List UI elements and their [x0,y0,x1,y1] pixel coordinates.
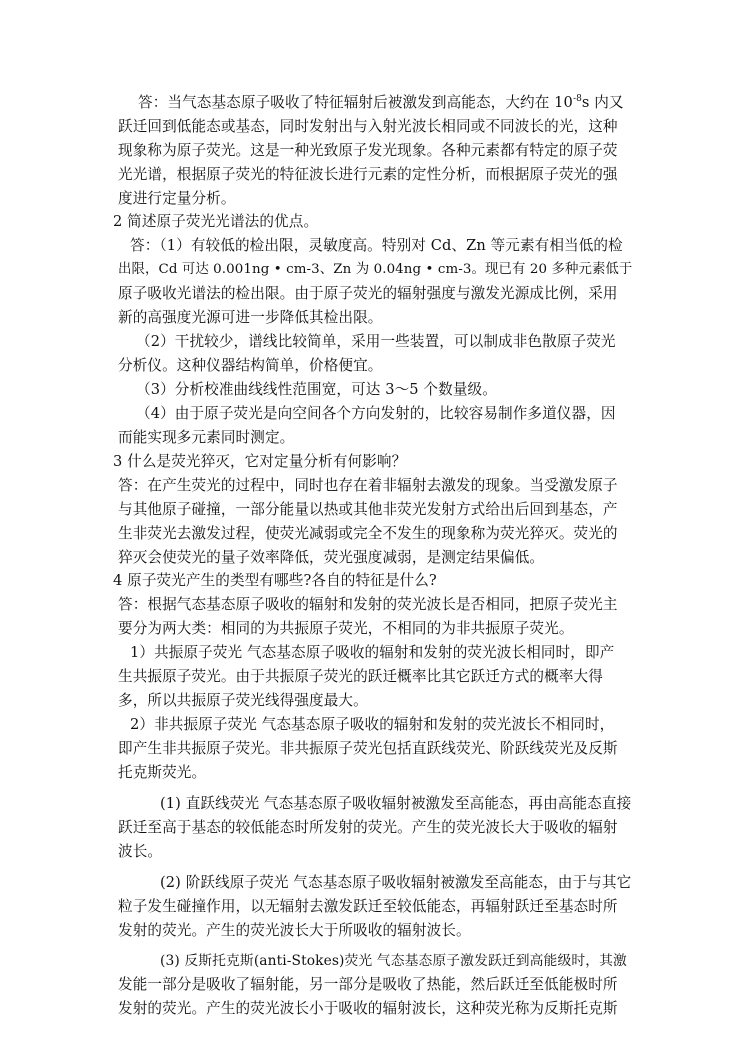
text-line: 猝灭会使荧光的量子效率降低，荧光强度减弱，是测定结果偏低。 [118,549,545,566]
question-heading: 2 简述原子荧光光谱法的优点。 [113,213,319,230]
text-line: (1) 直跃线荧光 气态基态原子吸收辐射被激发至高能态，再由高能态直接 [160,795,632,812]
text-line: 要分为两大类：相同的为共振原子荧光，不相同的为非共振原子荧光。 [118,620,574,637]
text-line: 多，所以共振原子荧光线得强度最大。 [118,692,368,709]
text-line: 出限，Cd 可达 0.001ng • cm-3、Zn 为 0.04ng • cm-3。现已有 20 多种元素低于 [118,262,633,277]
text-line: （4）由于原子荧光是向空间各个方向发射的，比较容易制作多道仪器，因 [136,405,616,422]
text-line: 光光谱，根据原子荧光的特征波长进行元素的定性分析，而根据原子荧光的强 [118,166,618,183]
text-line: 答：在产生荧光的过程中，同时也存在着非辐射去激发的现象。当受激发原子 [118,477,618,494]
text-line: 与其他原子碰撞，一部分能量以热或其他非荧光发射方式给出后回到基态，产 [118,501,618,518]
question-heading: 3 什么是荧光猝灭，它对定量分析有何影响？ [113,453,407,470]
text-line: 答：根据气态基态原子吸收的辐射和发射的荧光波长是否相同，把原子荧光主 [118,596,618,613]
text-line: 原子吸收光谱法的检出限。由于原子荧光的辐射强度与激发光源成比例，采用 [118,285,618,302]
text-line: 答：（1）有较低的检出限，灵敏度高。特别对 Cd、Zn 等元素有相当低的检 [130,237,623,254]
text-line: 托克斯荧光。 [118,764,207,781]
text-line: 2）非共振原子荧光 气态基态原子吸收的辐射和发射的荧光波长不相同时， [130,716,615,733]
text-line: 即产生非共振原子荧光。非共振原子荧光包括直跃线荧光、阶跃线荧光及反斯 [118,740,618,757]
text-line: 发射的荧光。产生的荧光波长大于所吸收的辐射波长。 [118,922,471,939]
text-line: 分析仪。这种仪器结构简单，价格便宜。 [118,357,383,374]
text-line: 答：当气态基态原子吸收了特征辐射后被激发到高能态，大约在 $10^{-8}s$ 内又 [138,94,624,111]
text-line: 发能一部分是吸收了辐射能，另一部分是吸收了热能，然后跃迁至低能极时所 [118,976,618,993]
text-line: 发射的荧光。产生的荧光波长小于吸收的辐射波长，这种荧光称为反斯托克斯 [118,1000,618,1017]
text-line: 波长。 [118,843,163,860]
text-line: 1）共振原子荧光 气态基态原子吸收的辐射和发射的荧光波长相同时，即产 [130,644,615,661]
text-line: (2) 阶跃线原子荧光 气态基态原子吸收辐射被激发至高能态，由于与其它 [160,874,632,891]
text-line: 生非荧光去激发过程，使荧光减弱或完全不发生的现象称为荧光猝灭。荧光的 [118,525,618,542]
text-line: 而能实现多元素同时测定。 [118,429,295,446]
question-heading: 4 原子荧光产生的类型有哪些?各自的特征是什么? [113,572,437,589]
text-line: 新的高强度光源可进一步降低其检出限。 [118,309,383,326]
text-line: (3) 反斯托克斯(anti-Stokes)荧光 气态基态原子激发跃迁到高能级时，其激 [160,953,627,969]
text-line: （2）干扰较少，谱线比较简单，采用一些装置，可以制成非色散原子荧光 [136,333,616,350]
text-line: 现象称为原子荧光。这是一种光致原子发光现象。各种元素都有特定的原子荧 [118,142,618,159]
text-line: 跃迁至高于基态的较低能态时所发射的荧光。产生的荧光波长大于吸收的辐射 [118,819,618,836]
text-line: 度进行定量分析。 [118,190,236,207]
text-line: 跃迁回到低能态或基态，同时发射出与入射光波长相同或不同波长的光，这种 [118,118,618,135]
text-line: 粒子发生碰撞作用，以无辐射去激发跃迁至较低能态，再辐射跃迁至基态时所 [118,898,618,915]
text-line: （3）分析校准曲线线性范围宽，可达 3～5 个数量级。 [136,381,497,398]
text-line: 生共振原子荧光。由于共振原子荧光的跃迁概率比其它跃迁方式的概率大得 [118,668,603,685]
